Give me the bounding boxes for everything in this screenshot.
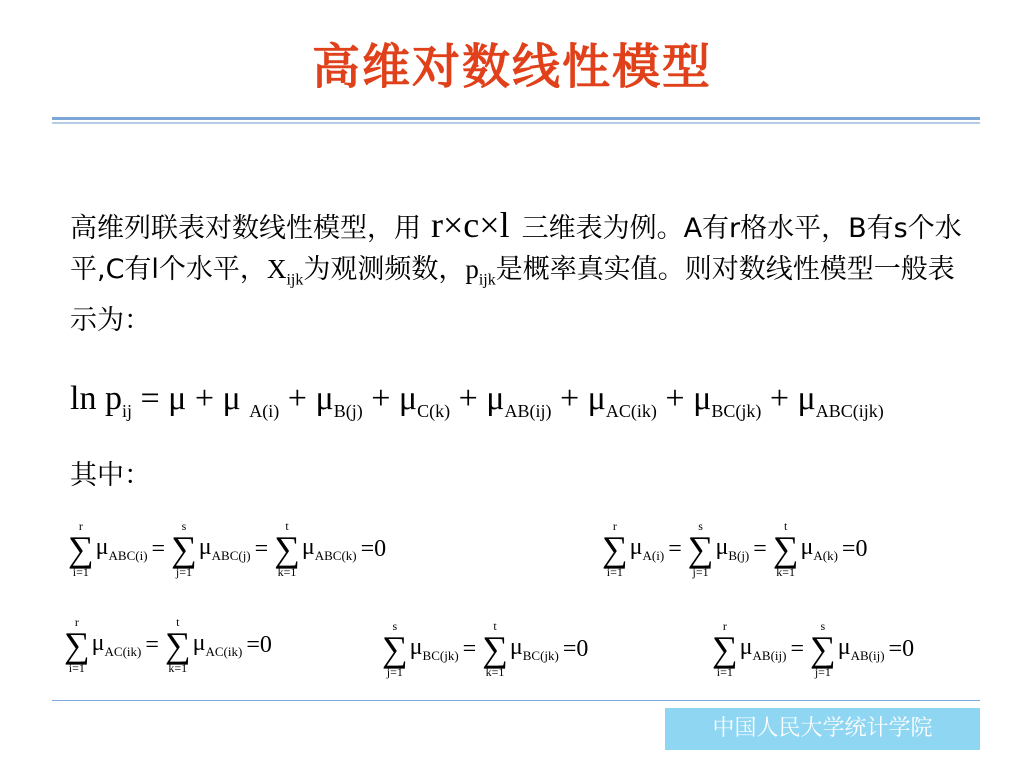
equals-sign: =: [151, 535, 166, 562]
summation-lower-limit: k=1: [776, 565, 796, 579]
page-title: 高维对数线性模型: [311, 39, 712, 95]
summation-upper-limit: r: [78, 519, 83, 533]
formula-term-subscript: ABC(ijk): [815, 400, 884, 421]
summation-lower-limit: i=1: [716, 665, 733, 679]
intro-text-3: 为观测频数，: [303, 254, 466, 285]
summation-symbol: [64, 616, 90, 674]
equals-zero: =0: [562, 635, 589, 662]
mu-parameter: $\mu_{AC(ik)}$: [192, 630, 243, 659]
formula-term-subscript: AC(ik): [605, 400, 657, 421]
summation-symbol: [68, 520, 94, 578]
sigma-glyph: ∑: [772, 529, 799, 569]
equals-sign: =: [668, 535, 682, 562]
title-divider: [52, 117, 980, 120]
equals-sign: =: [462, 635, 477, 662]
formula-term-subscript: C(k): [417, 400, 451, 421]
summation-symbol: [171, 520, 197, 578]
equals-sign: =: [790, 635, 805, 662]
summation-symbol: [688, 520, 714, 578]
mu-parameter: $\mu_{AB(ij)}$: [837, 634, 885, 663]
mu-parameter: $\mu_{ABC(i)}$: [95, 534, 148, 563]
constraint-ab: [710, 620, 918, 678]
equals-sign: =: [145, 631, 159, 658]
mu-parameter: $\mu_{AB(ij)}$: [739, 634, 787, 663]
summation-upper-limit: t: [493, 619, 497, 633]
formula-term-subscript: AB(ij): [504, 400, 552, 421]
summation-symbol: [382, 620, 408, 678]
summation-upper-limit: s: [181, 519, 187, 533]
summation-lower-limit: k=1: [277, 565, 297, 579]
summation-upper-limit: t: [783, 519, 788, 533]
sigma-glyph: ∑: [712, 629, 738, 669]
equals-zero: =0: [246, 631, 272, 658]
sigma-glyph: ∑: [164, 625, 191, 665]
equals-zero: =0: [841, 535, 868, 562]
summation-lower-limit: i=1: [68, 661, 85, 675]
summation-lower-limit: j=1: [814, 665, 831, 679]
equals-sign: =: [753, 535, 767, 562]
sigma-glyph: ∑: [274, 529, 300, 569]
constraint-ac: [62, 616, 276, 674]
intro-text-1: 高维列联表对数线性模型，用: [70, 213, 421, 244]
intro-paragraph: [70, 205, 970, 341]
mu-parameter: $\mu_{A(k)}$: [800, 534, 838, 563]
summation-upper-limit: r: [612, 519, 617, 533]
formula-term-subscript: A(i): [249, 400, 280, 421]
summation-upper-limit: r: [74, 615, 79, 629]
formula-operator: + μ: [362, 380, 418, 417]
footer-badge: 中国人民大学统计学院: [665, 708, 980, 750]
sigma-glyph: ∑: [382, 629, 408, 669]
summation-lower-limit: k=1: [485, 665, 505, 679]
summation-lower-limit: j=1: [692, 565, 709, 579]
summation-symbol: [712, 620, 738, 678]
title-divider-light: [52, 122, 980, 124]
summation-symbol: [165, 616, 191, 674]
summation-lower-limit: i=1: [606, 565, 623, 579]
sigma-glyph: ∑: [64, 625, 90, 665]
formula-operator: + μ: [279, 380, 334, 417]
intro-text-2: 三维表为例。A有r格水平，B有s个水平,C有l个水平，: [70, 213, 962, 285]
formula-operator: + μ: [450, 380, 505, 417]
footer-divider: [52, 700, 980, 701]
formula-term-subscript: BC(jk): [711, 400, 762, 421]
summation-upper-limit: s: [820, 619, 826, 633]
summation-lower-limit: j=1: [386, 665, 403, 679]
sigma-glyph: ∑: [687, 529, 714, 569]
mu-parameter: $\mu_{B(j)}$: [715, 534, 750, 563]
loglinear-formula: [70, 380, 884, 422]
formula-lhs-subscript: ij: [121, 400, 132, 421]
summation-upper-limit: s: [392, 619, 398, 633]
sigma-glyph: ∑: [810, 629, 836, 669]
where-label: 其中：: [70, 460, 151, 491]
mu-parameter: $\mu_{AC(ik)}$: [91, 630, 142, 659]
sigma-glyph: ∑: [171, 529, 197, 569]
constraint-abc: [66, 520, 390, 578]
mu-parameter: $\mu_{A(i)}$: [629, 534, 665, 563]
formula-lhs: ln p: [70, 380, 122, 417]
mu-parameter: $\mu_{ABC(j)}$: [198, 534, 251, 563]
constraint-bc: [380, 620, 592, 678]
summation-upper-limit: t: [176, 615, 180, 629]
sigma-glyph: ∑: [482, 629, 508, 669]
sigma-glyph: ∑: [602, 529, 628, 569]
table-dimensions: r×c×l: [431, 205, 510, 245]
summation-symbol: [810, 620, 836, 678]
formula-rhs-start: = μ + μ: [140, 380, 241, 417]
mu-parameter: $\mu_{BC(jk)}$: [509, 634, 559, 663]
mu-parameter: $\mu_{BC(jk)}$: [409, 634, 459, 663]
intro-text-4: 是概率真实值。则对数线性模型一般表示为：: [70, 254, 955, 337]
summation-upper-limit: t: [285, 519, 289, 533]
constraint-main-effects: [600, 520, 871, 578]
equals-zero: =0: [888, 635, 915, 662]
summation-symbol: [773, 520, 799, 578]
summation-upper-limit: r: [722, 619, 727, 633]
formula-term-subscript: B(j): [333, 400, 363, 421]
summation-lower-limit: k=1: [168, 661, 188, 675]
sigma-glyph: ∑: [68, 529, 94, 569]
formula-operator: + μ: [761, 380, 816, 417]
formula-operator: + μ: [656, 380, 712, 417]
mu-parameter: $\mu_{ABC(k)}$: [301, 534, 357, 563]
summation-upper-limit: s: [698, 519, 703, 533]
probability-symbol: $p_{ijk}$: [465, 254, 496, 289]
equals-zero: =0: [360, 535, 387, 562]
equals-sign: =: [254, 535, 269, 562]
summation-symbol: [482, 620, 508, 678]
observed-frequency-symbol: $X_{ijk}$: [266, 254, 304, 289]
summation-symbol: [602, 520, 628, 578]
summation-lower-limit: i=1: [72, 565, 89, 579]
summation-lower-limit: j=1: [175, 565, 192, 579]
summation-symbol: [274, 520, 300, 578]
formula-operator: + μ: [551, 380, 606, 417]
